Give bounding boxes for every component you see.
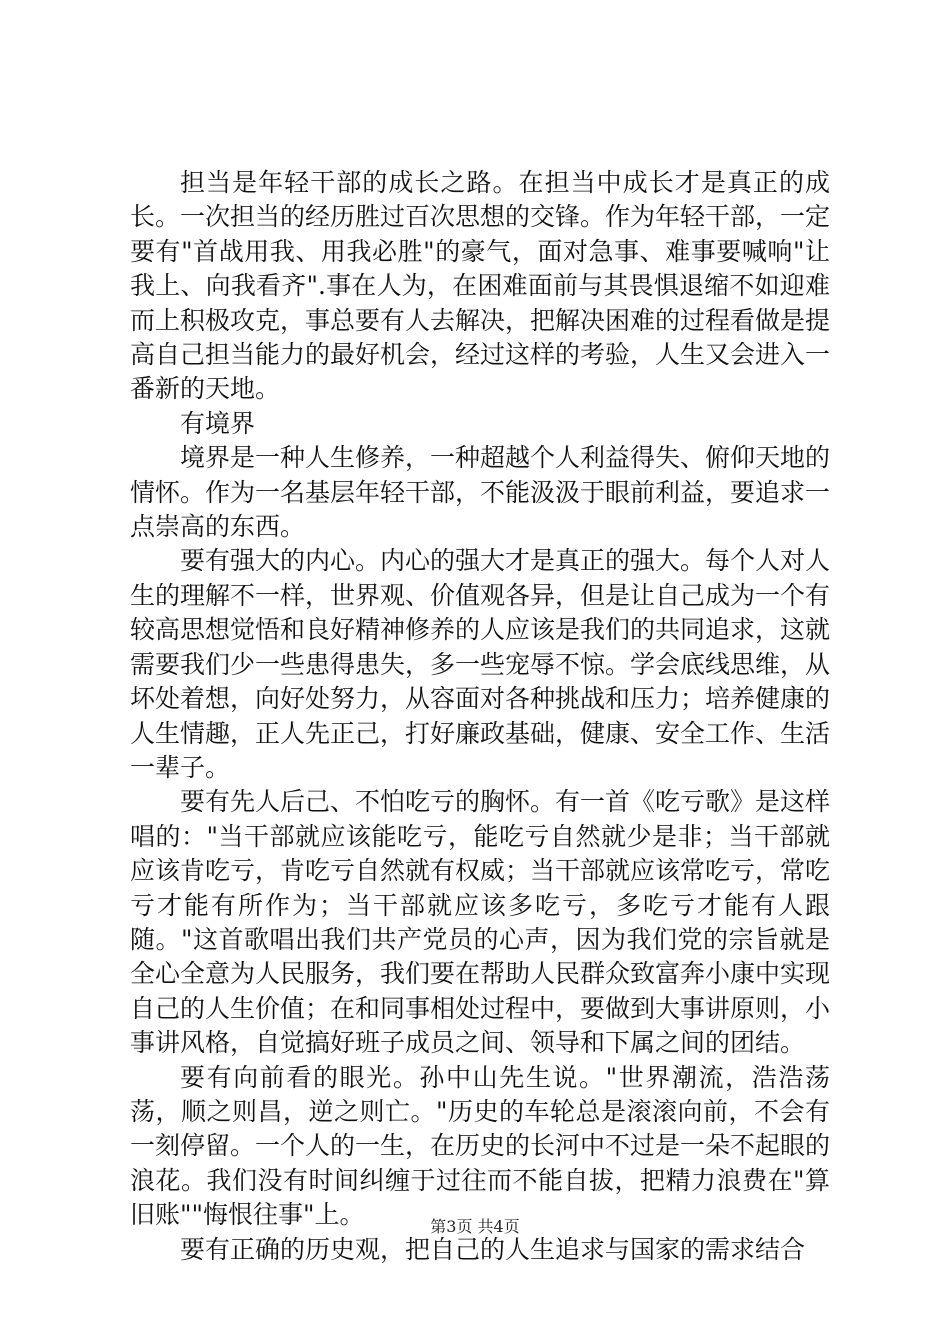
- page-footer: 第3页 共4页: [430, 1217, 520, 1236]
- paragraph-look-forward: 要有向前看的眼光。孙中山先生说。"世界潮流，浩浩荡荡，顺之则昌，逆之则亡。"历史的车轮总是滚滚向前，不会有一刻停留。一个人的一生，在历史的长河中不过是一朵不起眼的浪花。我们没有时间纠缠于过往而不能自拔，把精力浪费在"算旧账""悔恨往事"上。: [130, 1062, 831, 1230]
- document-body: [130, 166, 830, 1267]
- paragraph-selfless: 要有先人后己、不怕吃亏的胸怀。有一首《吃亏歌》是这样唱的："当干部就应该能吃亏，能吃亏自然就少是非；当干部就应该肯吃亏，肯吃亏自然就有权威；当干部就应该常吃亏，常吃亏才能有所作为；当干部就应该多吃亏，多吃亏才能有人跟随。"这首歌唱出我们共产党员的心声，因为我们党的宗旨就是全心全意为人民服务，我们要在帮助人民群众致富奔小康中实现自己的人生价值；在和同事相处过程中，要做到大事讲原则，小事讲风格，自觉搞好班子成员之间、领导和下属之间的团结。: [130, 787, 831, 1058]
- section-heading-jingjie: 有境界: [180, 408, 256, 438]
- paragraph-history-view: 要有正确的历史观，把自己的人生追求与国家的需求结合: [180, 1234, 806, 1264]
- paragraph-jingjie-intro: 境界是一种人生修养，一种超越个人利益得失、俯仰天地的情怀。作为一名基层年轻干部，不能汲汲于眼前利益，要追求一点崇高的东西。: [130, 443, 831, 542]
- paragraph-strong-heart: 要有强大的内心。内心的强大才是真正的强大。每个人对人生的理解不一样，世界观、价值观各异，但是让自己成为一个有较高思想觉悟和良好精神修养的人应该是我们的共同追求，这就需要我们少一些患得患失，多一些宠辱不惊。学会底线思维，从坏处着想，向好处努力，从容面对各种挑战和压力；培养健康的人生情趣，正人先正己，打好廉政基础，健康、安全工作、生活一辈子。: [130, 546, 831, 782]
- paragraph-dandang: 担当是年轻干部的成长之路。在担当中成长才是真正的成长。一次担当的经历胜过百次思想的交锋。作为年轻干部，一定要有"首战用我、用我必胜"的豪气，面对急事、难事要喊响"让我上、向我看齐".事在人为，在困难面前与其畏惧退缩不如迎难而上积极攻克，事总要有人去解决，把解决困难的过程看做是提高自己担当能力的最好机会，经过这样的考验，人生又会进入一番新的天地。: [130, 168, 831, 404]
